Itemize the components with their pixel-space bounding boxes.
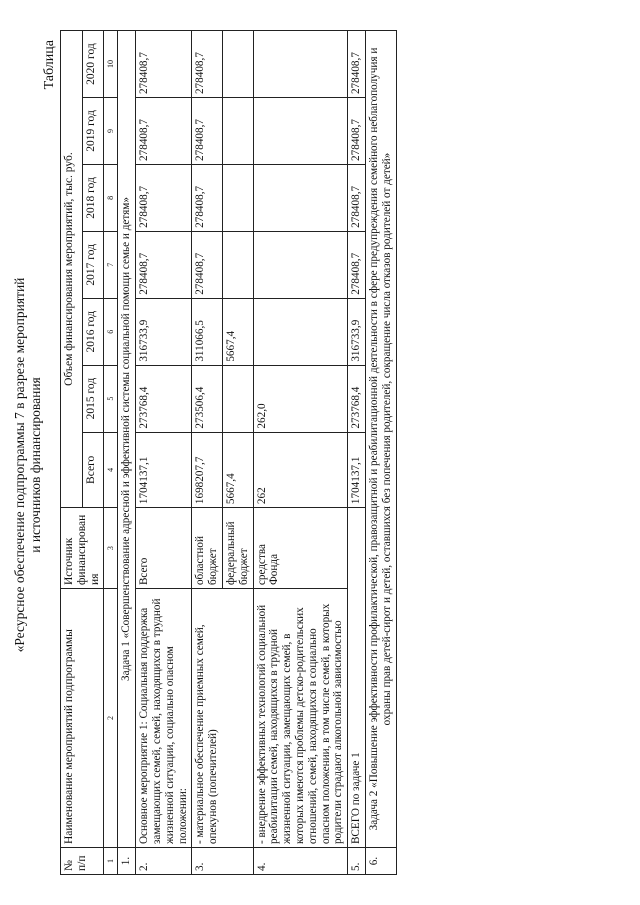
table-row xyxy=(253,31,348,875)
funding-source: Всего xyxy=(136,508,192,589)
index-cell: 6 xyxy=(104,298,118,365)
value-cell xyxy=(222,231,253,298)
task-title: Задача 2 «Повышение эффективности профилактической, правозащитной и реабилитационной деятельности в сфере предупреждения семейного неблагополучия и охраны прав детей-сирот и детей, оставшихся без попечения родителей, сокращение числа отказов родителей от детей» xyxy=(365,31,396,848)
header-year: 2020 год xyxy=(82,31,104,98)
index-cell: 10 xyxy=(104,31,118,98)
header-year: 2017 год xyxy=(82,231,104,298)
header-year: 2016 год xyxy=(82,298,104,365)
header-year: 2015 год xyxy=(82,365,104,432)
index-cell: 7 xyxy=(104,231,118,298)
row-num: 6. xyxy=(365,848,396,875)
financing-table xyxy=(60,30,397,875)
value-cell xyxy=(253,98,348,165)
value-cell: 278408,7 xyxy=(136,31,192,98)
value-cell: 278408,7 xyxy=(348,31,366,98)
header-year: 2018 год xyxy=(82,164,104,231)
value-cell: 278408,7 xyxy=(136,231,192,298)
row-num: 3. xyxy=(192,848,253,875)
total-label: ВСЕГО по задаче 1 xyxy=(348,508,366,848)
value-cell: 273768,4 xyxy=(136,365,192,432)
measure-name: - внедрение эффективных технологий социальной реабилитации семей, находящихся в трудной жизненной ситуации, замещающих семей, в которых имеются проблемы детско-родительских отношений, семей, находящихся в социально опасном положении, в том числе семей, в которых родители страдают алкогольной зависимостью xyxy=(253,589,348,848)
value-cell: 278408,7 xyxy=(192,164,223,231)
task-row xyxy=(118,31,136,875)
total-row xyxy=(348,31,366,875)
header-total: Всего xyxy=(82,432,104,508)
header-num: № п/п xyxy=(61,848,104,875)
value-cell: 316733,9 xyxy=(348,298,366,365)
value-cell: 316733,9 xyxy=(136,298,192,365)
row-num: 1. xyxy=(118,848,136,875)
header-row-1 xyxy=(61,31,83,875)
header-year: 2019 год xyxy=(82,98,104,165)
header-name: Наименование мероприятий подпрограммы xyxy=(61,589,104,848)
index-cell: 3 xyxy=(104,508,118,589)
index-cell: 1 xyxy=(104,848,118,875)
funding-source: средства Фонда xyxy=(253,508,348,589)
value-cell: 273768,4 xyxy=(348,365,366,432)
value-cell: 278408,7 xyxy=(348,231,366,298)
value-cell: 273506,4 xyxy=(192,365,223,432)
value-cell: 278408,7 xyxy=(136,164,192,231)
measure-name: Основное мероприятие 1: Социальная поддержка замещающих семей, семей, находящихся в трудной жизненной ситуации, социально опасном положении: xyxy=(136,589,192,848)
value-cell xyxy=(222,365,253,432)
header-volume: Объем финансирования мероприятий, тыс. руб. xyxy=(61,31,83,508)
caption-line-1: «Ресурсное обеспечение подпрограммы 7 в разрезе мероприятий xyxy=(12,277,27,653)
caption-line-2: и источников финансирования xyxy=(28,377,43,553)
value-cell xyxy=(253,298,348,365)
value-cell xyxy=(253,31,348,98)
index-cell: 2 xyxy=(104,589,118,848)
value-cell: 262 xyxy=(253,432,348,508)
value-cell xyxy=(222,31,253,98)
funding-source: областной бюджет xyxy=(192,508,223,589)
index-cell: 9 xyxy=(104,98,118,165)
table-row xyxy=(136,31,192,875)
value-cell: 278408,7 xyxy=(348,164,366,231)
table-row xyxy=(192,31,223,875)
document-caption xyxy=(12,55,44,875)
value-cell: 311066,5 xyxy=(192,298,223,365)
value-cell: 278408,7 xyxy=(136,98,192,165)
value-cell: 278408,7 xyxy=(192,98,223,165)
value-cell: 1704137,1 xyxy=(348,432,366,508)
value-cell: 1704137,1 xyxy=(136,432,192,508)
index-cell: 8 xyxy=(104,164,118,231)
value-cell: 5667,4 xyxy=(222,432,253,508)
value-cell xyxy=(253,231,348,298)
value-cell xyxy=(222,164,253,231)
value-cell: 1698207,7 xyxy=(192,432,223,508)
funding-source: федеральный бюджет xyxy=(222,508,253,589)
measure-name: - материальное обеспечение приемных семей, опекунов (попечителей) xyxy=(192,589,253,848)
row-num: 4. xyxy=(253,848,348,875)
value-cell xyxy=(222,98,253,165)
task-row xyxy=(365,31,396,875)
value-cell: 278408,7 xyxy=(348,98,366,165)
value-cell: 262,0 xyxy=(253,365,348,432)
index-row xyxy=(104,31,118,875)
value-cell: 278408,7 xyxy=(192,31,223,98)
row-num: 5. xyxy=(348,848,366,875)
value-cell xyxy=(253,164,348,231)
row-num: 2. xyxy=(136,848,192,875)
header-source: Источник финансирования xyxy=(61,508,104,589)
index-cell: 5 xyxy=(104,365,118,432)
value-cell: 278408,7 xyxy=(192,231,223,298)
index-cell: 4 xyxy=(104,432,118,508)
value-cell: 5667,4 xyxy=(222,298,253,365)
task-title: Задача 1 «Совершенствование адресной и эффективной системы социальной помощи семье и детям» xyxy=(118,31,136,848)
table-label: Таблица xyxy=(42,40,57,90)
